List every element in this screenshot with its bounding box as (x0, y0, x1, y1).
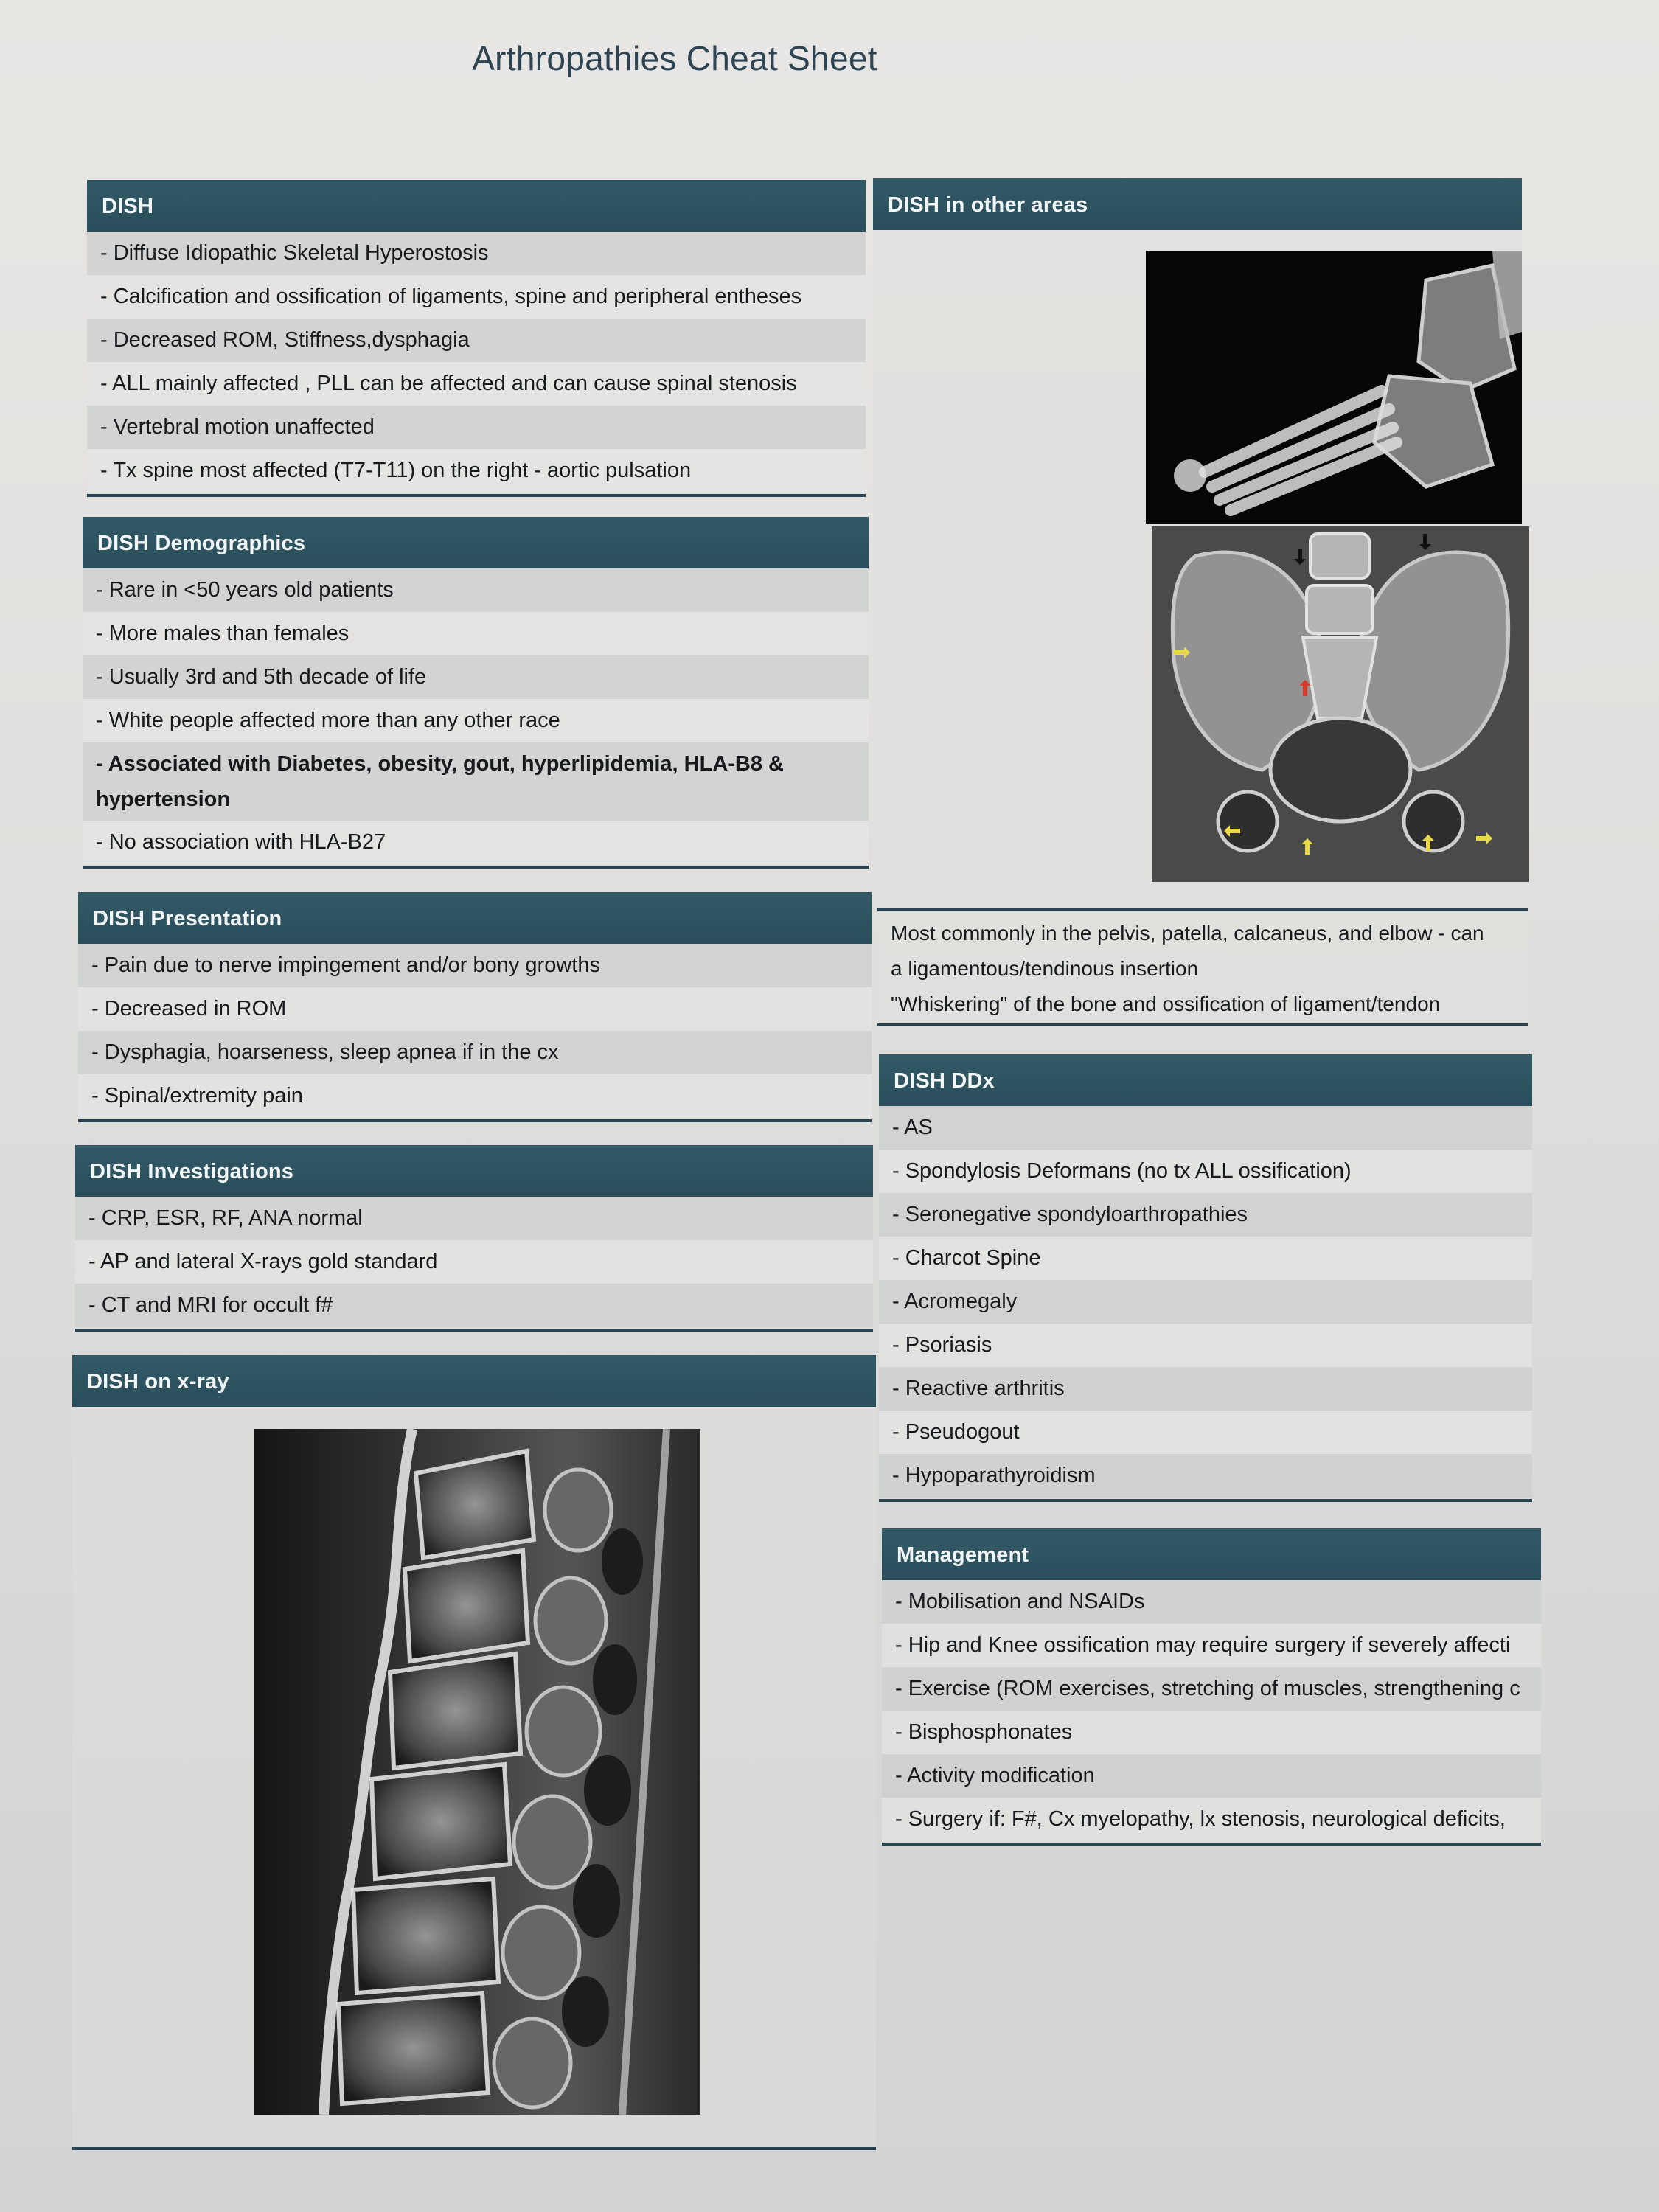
section-divider (72, 2147, 876, 2150)
section-header-demographics: DISH Demographics (83, 517, 869, 568)
list-item: - Psoriasis (879, 1324, 1532, 1367)
list-item: - Pseudogout (879, 1411, 1532, 1454)
section-divider (879, 1499, 1532, 1502)
section-header-other-areas: DISH in other areas (873, 178, 1522, 230)
list-item: - AS (879, 1106, 1532, 1150)
section-divider (83, 866, 869, 869)
list-item: - Acromegaly (879, 1280, 1532, 1324)
list-item: - Exercise (ROM exercises, stretching of muscles, strengthening c (882, 1667, 1541, 1711)
list-item: - AP and lateral X-rays gold standard (75, 1240, 873, 1284)
section-dish-demographics (83, 517, 869, 869)
list-item: - Decreased ROM, Stiffness,dysphagia (87, 319, 866, 362)
list-item: - Seronegative spondyloarthropathies (879, 1193, 1532, 1237)
section-header-ddx: DISH DDx (879, 1054, 1532, 1106)
list-item: - Spondylosis Deformans (no tx ALL ossification) (879, 1150, 1532, 1193)
list-item: - Charcot Spine (879, 1237, 1532, 1280)
section-header-investigations: DISH Investigations (75, 1145, 873, 1197)
section-divider (75, 1329, 873, 1332)
page-title: Arthropathies Cheat Sheet (472, 39, 877, 77)
section-dish (87, 180, 866, 497)
list-item: - Vertebral motion unaffected (87, 406, 866, 449)
list-item: - Rare in <50 years old patients (83, 568, 869, 612)
list-item: - Usually 3rd and 5th decade of life (83, 655, 869, 699)
list-item: - Bisphosphonates (882, 1711, 1541, 1754)
list-item: - Tx spine most affected (T7-T11) on the right - aortic pulsation (87, 449, 866, 493)
list-item: - Hip and Knee ossification may require surgery if severely affecti (882, 1624, 1541, 1667)
list-item: - Activity modification (882, 1754, 1541, 1798)
list-item: - CRP, ESR, RF, ANA normal (75, 1197, 873, 1240)
list-item: - Decreased in ROM (78, 987, 872, 1031)
list-item: - Diffuse Idiopathic Skeletal Hyperostosis (87, 232, 866, 275)
section-other-areas-description (877, 908, 1528, 1026)
section-dish-ddx (879, 1054, 1532, 1502)
list-item: - No association with HLA-B27 (83, 821, 869, 864)
list-item: - Reactive arthritis (879, 1367, 1532, 1411)
list-item: - ALL mainly affected , PLL can be affected and can cause spinal stenosis (87, 362, 866, 406)
list-item: - Mobilisation and NSAIDs (882, 1580, 1541, 1624)
pelvis-xray-image (1152, 526, 1529, 882)
section-divider (78, 1119, 872, 1122)
section-header-xray: DISH on x-ray (72, 1355, 876, 1407)
section-header-management: Management (882, 1528, 1541, 1580)
description-line: "Whiskering" of the bone and ossification of ligament/tendon (891, 992, 1441, 1015)
list-item: - More males than females (83, 612, 869, 655)
list-item-emphasized: - Associated with Diabetes, obesity, gout, hyperlipidemia, HLA-B8 & hypertension (83, 742, 869, 821)
section-header-dish: DISH (87, 180, 866, 232)
section-divider (882, 1843, 1541, 1846)
list-item: - Spinal/extremity pain (78, 1074, 872, 1118)
list-item: - CT and MRI for occult f# (75, 1284, 873, 1327)
list-item: - White people affected more than any other race (83, 699, 869, 742)
list-item: - Calcification and ossification of ligaments, spine and peripheral entheses (87, 275, 866, 319)
section-management (882, 1528, 1541, 1846)
list-item: - Surgery if: F#, Cx myelopathy, lx stenosis, neurological deficits, (882, 1798, 1541, 1841)
section-divider (877, 1023, 1528, 1026)
section-dish-presentation (78, 892, 872, 1122)
spine-xray-image (254, 1429, 700, 2115)
description-line: a ligamentous/tendinous insertion (891, 957, 1199, 980)
description-line: Most commonly in the pelvis, patella, calcaneus, and elbow - can (891, 922, 1484, 945)
list-item: - Pain due to nerve impingement and/or bony growths (78, 944, 872, 987)
foot-xray-image (1146, 251, 1522, 524)
section-header-presentation: DISH Presentation (78, 892, 872, 944)
list-item: - Hypoparathyroidism (879, 1454, 1532, 1498)
section-dish-investigations (75, 1145, 873, 1332)
section-divider (87, 494, 866, 497)
list-item: - Dysphagia, hoarseness, sleep apnea if in the cx (78, 1031, 872, 1074)
